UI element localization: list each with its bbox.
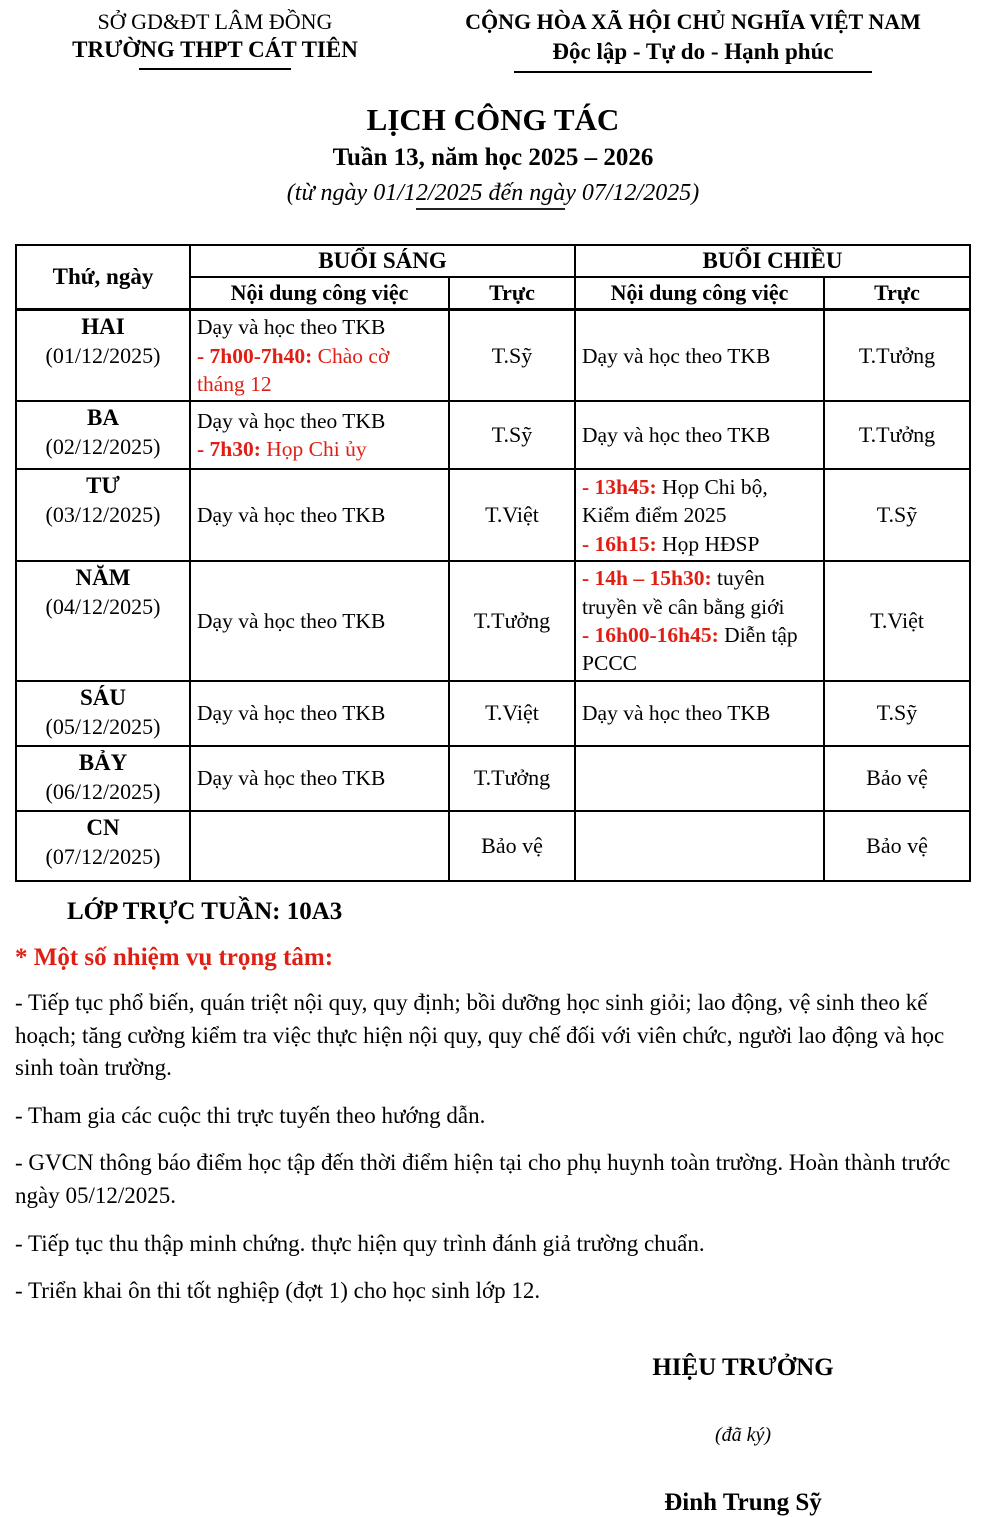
note-item: - Tiếp tục thu thập minh chứng. thực hiện quy trình đánh giả trường chuẩn. <box>15 1230 705 1256</box>
schedule-row <box>16 310 970 402</box>
day-name: SÁU <box>79 684 126 710</box>
afternoon-duty-cell: T.Sỹ <box>824 469 970 561</box>
day-cell <box>16 746 190 811</box>
morning-duty-cell: T.Tưởng <box>449 746 575 811</box>
column-header-afternoon-duty: Trực <box>824 277 970 310</box>
day-date: (05/12/2025) <box>45 713 161 739</box>
column-header-morning-content: Nội dung công việc <box>190 277 449 310</box>
afternoon-duty-cell: T.Việt <box>824 561 970 681</box>
schedule-row <box>16 469 970 561</box>
underline-rule <box>139 68 291 70</box>
signature-block <box>573 1354 913 1517</box>
afternoon-content-cell <box>575 746 824 811</box>
afternoon-content-cell <box>575 561 824 681</box>
column-header-morning: BUỔI SÁNG <box>190 245 575 277</box>
key-tasks-heading: * Một số nhiệm vụ trọng tâm: <box>15 943 334 971</box>
schedule-row <box>16 681 970 746</box>
task-text: Dạy và học theo TKB <box>197 408 386 433</box>
schedule-row <box>16 401 970 469</box>
document-title: LỊCH CÔNG TÁC <box>366 102 620 138</box>
task-text: Dạy và học theo TKB <box>582 423 771 448</box>
highlighted-task-text: Chào cờ tháng 12 <box>197 343 390 396</box>
school-name: TRƯỜNG THPT CÁT TIÊN <box>72 36 358 62</box>
day-date: (02/12/2025) <box>45 434 161 460</box>
day-name: CN <box>86 814 120 840</box>
signed-note: (đã ký) <box>714 1424 772 1447</box>
day-name: NĂM <box>75 565 131 591</box>
task-text: Họp HĐSP <box>656 531 760 556</box>
issuing-department-block <box>15 8 415 73</box>
morning-content-cell <box>190 310 449 402</box>
afternoon-duty-cell: T.Tưởng <box>824 310 970 402</box>
task-text: Họp Chi bộ, Kiểm điểm 2025 <box>582 474 768 528</box>
afternoon-duty-cell: T.Tưởng <box>824 401 970 469</box>
morning-duty-cell: T.Việt <box>449 469 575 561</box>
morning-duty-cell: T.Sỹ <box>449 401 575 469</box>
highlighted-task-text: - 16h15: <box>582 531 657 556</box>
highlighted-task-text: - 16h00-16h45: <box>582 623 719 648</box>
day-name: HAI <box>81 314 125 340</box>
morning-duty-cell: Bảo vệ <box>449 811 575 881</box>
morning-content-cell <box>190 811 449 881</box>
morning-content-cell <box>190 401 449 469</box>
day-cell <box>16 561 190 681</box>
department-name: SỞ GD&ĐT LÂM ĐỒNG <box>97 9 333 34</box>
schedule-row <box>16 561 970 681</box>
day-date: (07/12/2025) <box>45 843 161 869</box>
afternoon-duty-cell: Bảo vệ <box>824 746 970 811</box>
afternoon-content-cell <box>575 469 824 561</box>
column-header-morning-duty: Trực <box>449 277 575 310</box>
note-item: - GVCN thông báo điểm học tập đến thời điểm hiện tại cho phụ huynh toàn trường. Hoàn thành trước ngày 05/12/2025. <box>15 1150 951 1209</box>
day-cell <box>16 681 190 746</box>
title-block <box>15 101 971 208</box>
date-range-line <box>15 179 971 208</box>
task-text: Dạy và học theo TKB <box>197 503 386 528</box>
day-cell <box>16 811 190 881</box>
key-tasks-list <box>15 987 971 1308</box>
highlighted-task-text: - 13h45: <box>582 474 657 499</box>
task-text: Diễn tập PCCC <box>582 623 798 676</box>
task-text: Dạy và học theo TKB <box>197 766 386 791</box>
schedule-table-body <box>16 310 970 881</box>
afternoon-content-cell <box>575 681 824 746</box>
morning-duty-cell: T.Việt <box>449 681 575 746</box>
highlighted-task-text: - 7h00-7h40: <box>197 343 313 368</box>
signer-role: HIỆU TRƯỞNG <box>652 1354 834 1382</box>
highlighted-task-text: - 14h – 15h30: <box>582 566 712 591</box>
national-motto-block <box>415 8 971 73</box>
task-text: Dạy và học theo TKB <box>197 608 386 633</box>
morning-duty-cell: T.Sỹ <box>449 310 575 402</box>
day-date: (04/12/2025) <box>45 594 161 620</box>
task-text: Dạy và học theo TKB <box>582 701 771 726</box>
schedule-table-head <box>16 245 970 310</box>
national-motto: Độc lập - Tự do - Hạnh phúc <box>552 38 834 64</box>
column-header-day: Thứ, ngày <box>16 245 190 310</box>
schedule-row <box>16 811 970 881</box>
task-text: tuyên truyền về cân bằng giới <box>582 566 785 619</box>
day-date: (01/12/2025) <box>45 342 161 368</box>
class-on-duty-line: LỚP TRỰC TUẦN: 10A3 <box>67 897 343 925</box>
task-text: Dạy và học theo TKB <box>197 701 386 726</box>
date-range-pre: (từ ngày 01/1 <box>286 180 416 207</box>
country-title: CỘNG HÒA XÃ HỘI CHỦ NGHĨA VIỆT NAM <box>465 9 921 34</box>
day-name: BA <box>87 405 119 431</box>
week-subtitle: Tuần 13, năm học 2025 – 2026 <box>332 144 654 172</box>
note-item: - Tham gia các cuộc thi trực tuyến theo hướng dẫn. <box>15 1102 486 1128</box>
highlighted-task-text: - 7h30: <box>197 437 261 462</box>
day-cell <box>16 310 190 402</box>
signer-name: Đinh Trung Sỹ <box>664 1489 822 1517</box>
morning-content-cell <box>190 746 449 811</box>
afternoon-content-cell <box>575 401 824 469</box>
date-range-post: y 07/12/2025) <box>565 180 700 207</box>
day-date: (03/12/2025) <box>45 502 161 528</box>
morning-content-cell <box>190 681 449 746</box>
morning-duty-cell: T.Tưởng <box>449 561 575 681</box>
column-header-afternoon: BUỔI CHIỀU <box>575 245 970 277</box>
day-name: BẢY <box>78 749 128 775</box>
column-header-afternoon-content: Nội dung công việc <box>575 277 824 310</box>
afternoon-duty-cell: Bảo vệ <box>824 811 970 881</box>
day-date: (06/12/2025) <box>45 778 161 804</box>
note-item: - Triển khai ôn thi tốt nghiệp (đợt 1) cho học sinh lớp 12. <box>15 1278 541 1304</box>
highlighted-task-text: Họp Chi ủy <box>260 437 367 462</box>
schedule-row <box>16 746 970 811</box>
day-cell <box>16 401 190 469</box>
afternoon-content-cell <box>575 811 824 881</box>
afternoon-content-cell <box>575 310 824 402</box>
day-cell <box>16 469 190 561</box>
document-header <box>15 8 971 73</box>
day-name: TƯ <box>86 473 120 499</box>
task-text: Dạy và học theo TKB <box>582 343 771 368</box>
task-text: Dạy và học theo TKB <box>197 315 386 340</box>
schedule-table <box>15 244 971 882</box>
underline-rule <box>514 71 872 73</box>
note-item: - Tiếp tục phổ biến, quán triệt nội quy, quy định; bồi dưỡng học sinh giỏi; lao động, vệ sinh theo kế hoạch; tăng cường kiểm tra việc thực hiện nội quy, quy chế đối với viên chức, người lao động và học sinh toàn trường. <box>15 989 945 1081</box>
morning-content-cell <box>190 469 449 561</box>
date-range-underlined: 2/2025 đến ngà <box>416 180 565 210</box>
morning-content-cell <box>190 561 449 681</box>
afternoon-duty-cell: T.Sỹ <box>824 681 970 746</box>
